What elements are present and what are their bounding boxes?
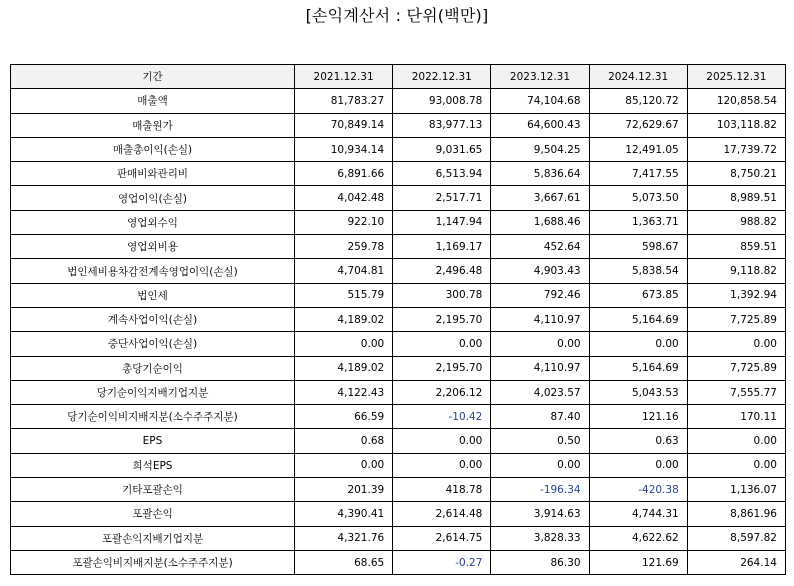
value-cell: 8,861.96 <box>687 502 785 526</box>
table-row <box>11 502 786 526</box>
value-cell: 4,122.43 <box>295 380 393 404</box>
value-cell: 792.46 <box>491 283 589 307</box>
table-row <box>11 259 786 283</box>
value-cell: 2,496.48 <box>393 259 491 283</box>
value-cell: 2,195.70 <box>393 356 491 380</box>
value-cell: 4,744.31 <box>589 502 687 526</box>
value-cell: 201.39 <box>295 478 393 502</box>
table-row <box>11 113 786 137</box>
value-cell: 1,392.94 <box>687 283 785 307</box>
value-cell: 4,704.81 <box>295 259 393 283</box>
table-body <box>11 89 786 575</box>
value-cell: 4,622.62 <box>589 526 687 550</box>
value-cell: 2,614.75 <box>393 526 491 550</box>
value-cell: 1,147.94 <box>393 210 491 234</box>
value-cell: -0.27 <box>393 550 491 574</box>
row-label: 매출총이익(손실) <box>11 137 295 161</box>
row-label: 법인세 <box>11 283 295 307</box>
row-label: 희석EPS <box>11 453 295 477</box>
value-cell: 5,164.69 <box>589 356 687 380</box>
value-cell: 0.00 <box>589 332 687 356</box>
value-cell: 0.63 <box>589 429 687 453</box>
value-cell: 4,110.97 <box>491 307 589 331</box>
row-label: EPS <box>11 429 295 453</box>
value-cell: 5,164.69 <box>589 307 687 331</box>
value-cell: 10,934.14 <box>295 137 393 161</box>
value-cell: 259.78 <box>295 235 393 259</box>
value-cell: 5,073.50 <box>589 186 687 210</box>
value-cell: 7,555.77 <box>687 380 785 404</box>
row-label: 영업외수익 <box>11 210 295 234</box>
value-cell: 0.00 <box>295 332 393 356</box>
value-cell: 9,118.82 <box>687 259 785 283</box>
table-row <box>11 307 786 331</box>
value-cell: 7,725.89 <box>687 307 785 331</box>
value-cell: 3,828.33 <box>491 526 589 550</box>
value-cell: 4,042.48 <box>295 186 393 210</box>
value-cell: 87.40 <box>491 405 589 429</box>
value-cell: 5,043.53 <box>589 380 687 404</box>
value-cell: 0.50 <box>491 429 589 453</box>
value-cell: 2,195.70 <box>393 307 491 331</box>
row-label: 중단사업이익(손실) <box>11 332 295 356</box>
value-cell: 0.00 <box>491 332 589 356</box>
value-cell: 93,008.78 <box>393 89 491 113</box>
page-title: [손익계산서 : 단위(백만)] <box>305 6 489 25</box>
value-cell: 4,321.76 <box>295 526 393 550</box>
value-cell: 103,118.82 <box>687 113 785 137</box>
value-cell: 4,023.57 <box>491 380 589 404</box>
value-cell: 8,597.82 <box>687 526 785 550</box>
value-cell: 8,750.21 <box>687 162 785 186</box>
table-row <box>11 526 786 550</box>
row-label: 포괄손익지배기업지분 <box>11 526 295 550</box>
value-cell: -420.38 <box>589 478 687 502</box>
value-cell: 2,517.71 <box>393 186 491 210</box>
value-cell: 0.00 <box>687 429 785 453</box>
value-cell: 64,600.43 <box>491 113 589 137</box>
row-label: 총당기순이익 <box>11 356 295 380</box>
value-cell: 170.11 <box>687 405 785 429</box>
value-cell: -10.42 <box>393 405 491 429</box>
header-year: 2024.12.31 <box>589 65 687 89</box>
table-row <box>11 162 786 186</box>
value-cell: 74,104.68 <box>491 89 589 113</box>
header-year: 2023.12.31 <box>491 65 589 89</box>
row-label: 기타포괄손익 <box>11 478 295 502</box>
table-row <box>11 550 786 574</box>
value-cell: 0.00 <box>393 453 491 477</box>
value-cell: 859.51 <box>687 235 785 259</box>
income-statement-table <box>10 64 786 575</box>
value-cell: 5,838.54 <box>589 259 687 283</box>
row-label: 법인세비용차감전계속영업이익(손실) <box>11 259 295 283</box>
value-cell: 515.79 <box>295 283 393 307</box>
value-cell: 8,989.51 <box>687 186 785 210</box>
value-cell: 3,667.61 <box>491 186 589 210</box>
table-row <box>11 332 786 356</box>
header-year: 2022.12.31 <box>393 65 491 89</box>
value-cell: 4,110.97 <box>491 356 589 380</box>
table-row <box>11 478 786 502</box>
value-cell: 121.16 <box>589 405 687 429</box>
value-cell: 17,739.72 <box>687 137 785 161</box>
row-label: 매출액 <box>11 89 295 113</box>
row-label: 포괄손익비지배지분(소수주주지분) <box>11 550 295 574</box>
value-cell: 68.65 <box>295 550 393 574</box>
value-cell: 922.10 <box>295 210 393 234</box>
table-row <box>11 186 786 210</box>
value-cell: 83,977.13 <box>393 113 491 137</box>
value-cell: 70,849.14 <box>295 113 393 137</box>
value-cell: 0.00 <box>491 453 589 477</box>
table-row <box>11 356 786 380</box>
value-cell: -196.34 <box>491 478 589 502</box>
value-cell: 66.59 <box>295 405 393 429</box>
value-cell: 1,688.46 <box>491 210 589 234</box>
table-row <box>11 405 786 429</box>
value-cell: 6,513.94 <box>393 162 491 186</box>
table-row <box>11 380 786 404</box>
value-cell: 9,031.65 <box>393 137 491 161</box>
value-cell: 12,491.05 <box>589 137 687 161</box>
value-cell: 86.30 <box>491 550 589 574</box>
value-cell: 418.78 <box>393 478 491 502</box>
value-cell: 72,629.67 <box>589 113 687 137</box>
table-row <box>11 429 786 453</box>
value-cell: 673.85 <box>589 283 687 307</box>
header-row <box>11 65 786 89</box>
table-row <box>11 235 786 259</box>
header-period-label: 기간 <box>11 65 295 89</box>
value-cell: 0.00 <box>393 332 491 356</box>
value-cell: 5,836.64 <box>491 162 589 186</box>
row-label: 매출원가 <box>11 113 295 137</box>
table-row <box>11 210 786 234</box>
value-cell: 0.00 <box>295 453 393 477</box>
table-row <box>11 453 786 477</box>
value-cell: 300.78 <box>393 283 491 307</box>
value-cell: 1,169.17 <box>393 235 491 259</box>
value-cell: 0.68 <box>295 429 393 453</box>
table-row <box>11 137 786 161</box>
row-label: 당기순이익비지배지분(소수주주지분) <box>11 405 295 429</box>
row-label: 영업이익(손실) <box>11 186 295 210</box>
row-label: 계속사업이익(손실) <box>11 307 295 331</box>
value-cell: 2,614.48 <box>393 502 491 526</box>
value-cell: 7,725.89 <box>687 356 785 380</box>
value-cell: 1,363.71 <box>589 210 687 234</box>
value-cell: 0.00 <box>687 453 785 477</box>
value-cell: 452.64 <box>491 235 589 259</box>
table-header <box>11 65 786 89</box>
value-cell: 988.82 <box>687 210 785 234</box>
value-cell: 1,136.07 <box>687 478 785 502</box>
value-cell: 264.14 <box>687 550 785 574</box>
row-label: 판매비와관리비 <box>11 162 295 186</box>
value-cell: 7,417.55 <box>589 162 687 186</box>
value-cell: 9,504.25 <box>491 137 589 161</box>
value-cell: 4,903.43 <box>491 259 589 283</box>
value-cell: 85,120.72 <box>589 89 687 113</box>
value-cell: 121.69 <box>589 550 687 574</box>
value-cell: 0.00 <box>687 332 785 356</box>
row-label: 영업외비용 <box>11 235 295 259</box>
value-cell: 3,914.63 <box>491 502 589 526</box>
header-year: 2025.12.31 <box>687 65 785 89</box>
value-cell: 4,390.41 <box>295 502 393 526</box>
table-row <box>11 283 786 307</box>
value-cell: 6,891.66 <box>295 162 393 186</box>
table-row <box>11 89 786 113</box>
value-cell: 120,858.54 <box>687 89 785 113</box>
value-cell: 4,189.02 <box>295 307 393 331</box>
value-cell: 598.67 <box>589 235 687 259</box>
row-label: 포괄손익 <box>11 502 295 526</box>
value-cell: 4,189.02 <box>295 356 393 380</box>
row-label: 당기순이익지배기업지분 <box>11 380 295 404</box>
value-cell: 0.00 <box>589 453 687 477</box>
value-cell: 0.00 <box>393 429 491 453</box>
value-cell: 2,206.12 <box>393 380 491 404</box>
header-year: 2021.12.31 <box>295 65 393 89</box>
value-cell: 81,783.27 <box>295 89 393 113</box>
